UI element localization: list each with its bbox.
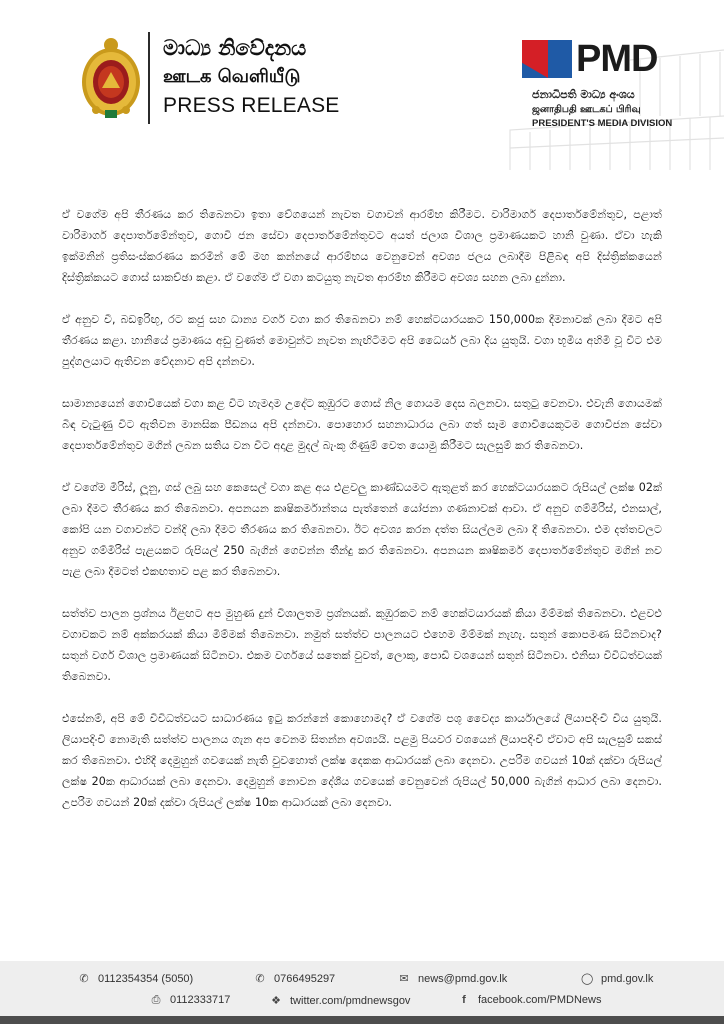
facebook-link[interactable]: facebook.com/PMDNews: [478, 994, 602, 1006]
email-address[interactable]: news@pmd.gov.lk: [418, 973, 508, 985]
facebook-contact[interactable]: [458, 994, 602, 1006]
mobile-icon: ✆: [255, 973, 265, 985]
paragraph: සත්ත්ව පාලන ප්‍රශ්නය ඊළඟට අප මුහුණ දුන් විශාලතම ප්‍රශ්නයක්. කුඹුරකට නම් හෙක්ටයාරයක් කියා මිම්මක් තිබෙනවා. එළවළු වගාවකට නම් අක්කරයක් කියා මිම්මක් තිබෙනවා. නමුත් සත්ත්ව පාලනයට එහෙම මිම්මක් නැහැ. සතුන් කොපමණ සිටිනවාද? සතුන් වර්ග විශාල ප්‍රමාණයක් සිටිනවා. එකම වර්ගයේ සතෙක් වුවත්, ලොකු, පොඩි වශයෙන් සතුන් සිටිනවා. එනිසා විවිධත්වයක් තිබෙනවා.: [62, 607, 662, 683]
division-english: PRESIDENT'S MEDIA DIVISION: [532, 118, 673, 129]
phone-icon: ✆: [79, 973, 89, 985]
paragraph: එසේනම්, අපි මේ විවිධත්වයට සාධාරණය ඉටු කරන්නේ කොහොමද? ඒ වගේම පශු වෛද්‍ය කාර්යාලයේ ලියාපදිංචි විය යුතුයි. ලියාපදිංචි නොමැති සත්ත්ව පාලනය ගැන අප වෙනම සිතන්න අවශ්‍යයි. පළමු පියවර වශයෙන් ලියාපදිංචි ඒවාට අපි සැලසුම් සකස් කර තිබෙනවා. එහිදී දෙමුහුන් ගවයෙක් නැති වුවහොත් ලක්ෂ දෙකක ආධාරයක් ලබා දෙනවා. උපරිම ගවයන් 10ක් දක්වා රුපියල් ලක්ෂ 20ක ආධාරයක් ලබා දෙනවා. දෙමුහුන් නොවන දේශීය ගවයෙක් වෙනුවෙන් රුපියල් 50,000 බැගින් ආධාර ලබා දෙනවා. උපරිම ගවයන් 20ක් දක්වා රුපියල් ලක්ෂ 10ක ආධාරයක් ලබා දෙනවා.: [62, 712, 662, 809]
twitter-icon: ❖: [271, 995, 281, 1007]
fax-contact: [150, 994, 230, 1007]
paragraph: සාමාන්‍යයෙන් ගොවියෙක් වගා කළ විට හැමදාම උදේට කුඹුරට ගොස් නිල ගොයම දෙස බලනවා. සතුටු වෙනවා. එවැනි ගොයමක් බිඳ වැටුණු විට ඇතිවන මානසික පීඩනය අපි දන්නවා. පොහොර සහනාධාරය ලබා ගත් සෑම ගොවියෙකුටම ගොවිජන සේවා දෙපාර්තමේන්තුව මගින් ලබන සතිය වන විට අදාළ මුදල් බැංකු ගිණුම් වෙත යොමු කිරීමට සැලසුම් කර තිබෙනවා.: [62, 397, 662, 452]
pmd-logo-text: PMD: [576, 38, 658, 80]
phone-number: 0112354354 (5050): [98, 973, 194, 985]
division-tamil: ஜனாதிபதி ஊடகப் பிரிவு: [532, 104, 641, 115]
paragraph: ඒ වගේම අපි තීරණය කර තිබෙනවා ඉතා වේගයෙන් නැවත වගාවන් ආරම්භ කිරීමට. වාරිමාර්ග දෙපාර්තමේන්තුව, පළාත් වාරිමාර්ග දෙපාර්තමේන්තුව, ගොවි ජන සේවා දෙපාර්තමේන්තුවට අයත් ජලාශ විශාල ප්‍රමාණයකට හානි වුණා. ඒවා හැකි ඉක්මනින් ප්‍රතිසංස්කරණය කරමින් මේ මහ කන්නයේ ආරම්භය වෙනුවෙන් අවශ්‍ය ජලය ලබාදීම පිළිබඳ අපි දිස්ත්‍රික්කයෙන් දිස්ත්‍රික්කයට ගොස් සාකච්ඡා කළා. ඒ වගේම ඒ වගා කටයුතු නැවත ආරම්භ කිරීමට අවශ්‍ය සහන ලබා දුන්නා.: [62, 208, 662, 284]
pmd-logo-block: [470, 20, 724, 170]
contact-footer: [0, 961, 724, 1024]
sri-lanka-emblem-icon: [80, 36, 142, 120]
header-divider: [148, 32, 150, 124]
globe-icon: ◯: [581, 973, 594, 985]
paragraph: ඒ අනුව වී, බඩඉරිඟු, රට කජු සහ ධාන්‍ය වර්ග වගා කර තිබෙනවා නම් හෙක්ටයාරයකට 150,000ක දීමනාවක් ලබා දීමට අපි තීරණය කළා. හානියේ ප්‍රමාණය අඩු වුණත් මොවුන්ට නැවත නැඟිටීමට අපි ධෛර්ය ලබා දිය යුතුයි. වගා භූමිය අහිමි වූ විට එම පුද්ගලයාට ඇතිවන වේදනාව අපි දන්නවා.: [62, 313, 662, 368]
website-contact[interactable]: [581, 972, 653, 985]
facebook-icon: f: [462, 994, 466, 1006]
title-tamil: ஊடக வெளியீடு: [163, 66, 301, 87]
press-release-body: [62, 204, 662, 834]
mobile-number: 0766495297: [274, 973, 336, 985]
page-header: [0, 0, 724, 175]
phone-contact: [78, 972, 193, 985]
footer-bottom-strip: [0, 1016, 724, 1024]
title-english: PRESS RELEASE: [163, 94, 340, 117]
mobile-contact: [254, 972, 335, 985]
paragraph: ඒ වගේම මිරිස්, ලූනු, ගස් ලබු සහ කෙසෙල් වගා කළ අය එළවලු කාණ්ඩයමට ඇතුළත් කර හෙක්ටයාරයකට රුපියල් ලක්ෂ 02ක් ලබා දීමට තීරණය කර තිබෙනවා. අපනයන කෘෂිකර්මාන්තය පැත්තෙන් යෝජනා ගණනාවක් ආවා. ඒ අනුව ගම්මිරිස්, එනසාල්, කෝපි යන වගාවන්ට වන්දි ලබා දීමට තීරණය කර තිබෙනවා. ඊට අවශ්‍ය කරන දත්ත සියල්ලම ලබා දී තිබෙනවා. එම දත්තවලට අනුව ගම්මිරිස් පැළයකට රුපියල් 250 බැගින් ගෙවන්න තීන්දු කර තිබෙනවා. අපනයන කෘෂිකර්ම දෙපාර්තමේන්තුව මගින් නව පැළ ලබා දීමටත් එකඟතාව පළ කර තිබෙනවා.: [62, 481, 662, 578]
email-contact[interactable]: [398, 972, 507, 985]
division-sinhala: ජනාධිපති මාධ්‍ය අංශය: [532, 88, 635, 101]
title-sinhala: මාධ්‍ය නිවේදනය: [163, 36, 307, 60]
email-icon: ✉: [399, 973, 409, 985]
twitter-link[interactable]: twitter.com/pmdnewsgov: [290, 995, 411, 1007]
fax-number: 0112333717: [170, 994, 231, 1006]
fax-icon: ⎙: [151, 994, 161, 1006]
website-link[interactable]: pmd.gov.lk: [601, 973, 654, 985]
twitter-contact[interactable]: [270, 994, 410, 1007]
